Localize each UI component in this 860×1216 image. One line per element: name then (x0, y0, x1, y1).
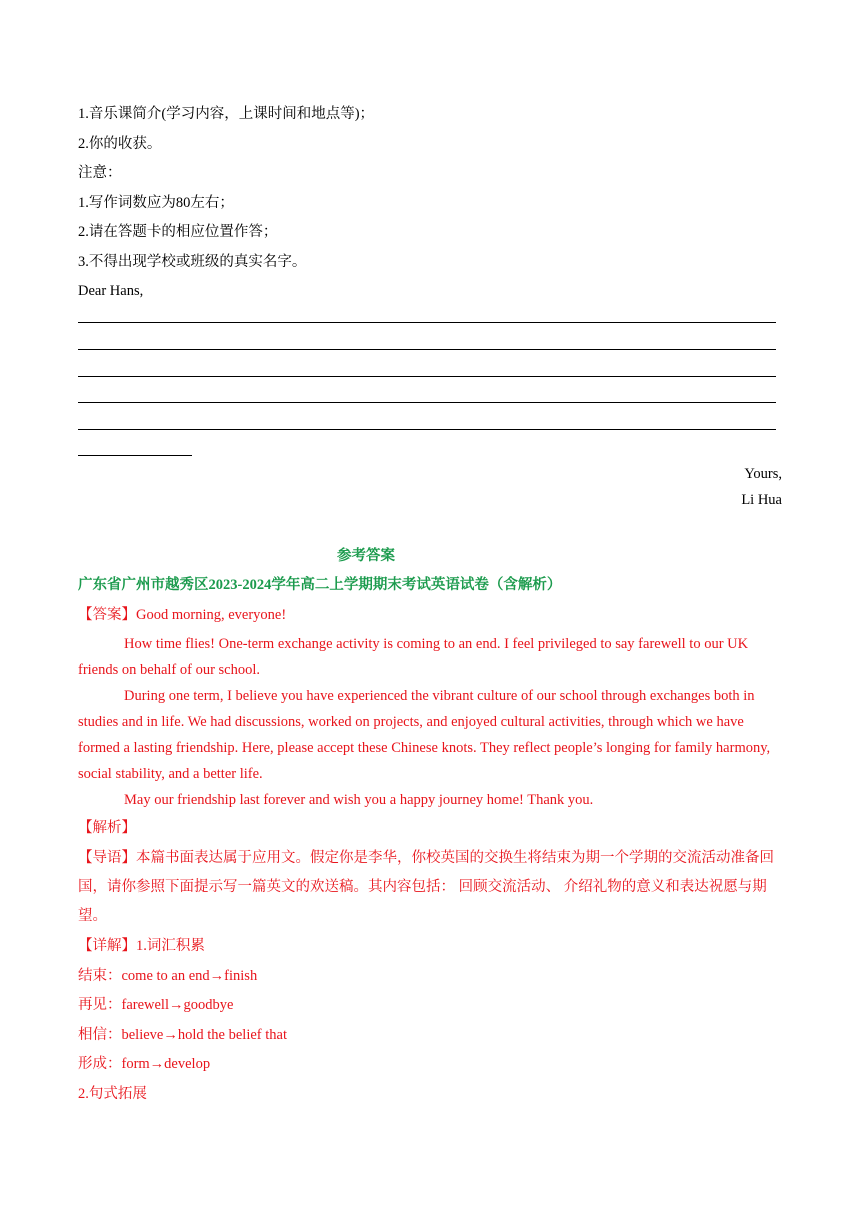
note-2: 2.请在答题卡的相应位置作答； (78, 224, 278, 240)
answer-greeting: Good morning, everyone! (136, 607, 287, 623)
guide-label: 【导语】 (78, 850, 136, 866)
note-3: 3.不得出现学校或班级的真实名字。 (78, 254, 307, 270)
detail-first: 1.词汇积累 (136, 938, 205, 954)
detail-line (78, 936, 205, 956)
section-2-heading: 2.句式拓展 (78, 1086, 147, 1102)
answer-line (78, 455, 192, 456)
vocab-item: 再见：farewell→goodbye (78, 997, 234, 1013)
point-2: 2.你的收获。 (78, 136, 162, 152)
detail-label: 【详解】 (78, 938, 136, 954)
answer-line (78, 376, 776, 377)
guide-paragraph (78, 844, 782, 931)
notes-title: 注意： (78, 165, 122, 181)
note-1: 1.写作词数应为80左右； (78, 195, 234, 211)
signature: Li Hua (741, 492, 782, 508)
answer-line (78, 429, 776, 430)
answer-heading: 参考答案 (337, 548, 395, 564)
answer-paragraph-1: How time flies! One-term exchange activity is coming to an end. I feel privileged to say farewell to our UK friends on behalf of our school. (78, 636, 749, 678)
closing: Yours, (744, 466, 782, 482)
answer-label: 【答案】 (78, 607, 136, 623)
guide-text: 本篇书面表达属于应用文。假定你是李华，你校英国的交换生将结束为期一个学期的交流活动准备回国，请你参照下面提示写一篇英文的欢送稿。其内容包括： 回顾交流活动、 介绍礼物的意义和表达祝愿与期望。 (78, 850, 774, 924)
vocab-item: 结束：come to an end→finish (78, 968, 258, 984)
answer-paragraph-3: May our friendship last forever and wish you a happy journey home! Thank you. (124, 792, 594, 808)
answer-line (78, 349, 776, 350)
answer-paragraph-2: During one term, I believe you have experienced the vibrant culture of our school through exchanges both in studies and in life. We had discussions, worked on projects, and enjoyed cultural activities, through which we have formed a lasting friendship. Here, please accept these Chinese knots. They reflect people’s longing for family harmony, social stability, and a better life. (78, 688, 771, 782)
answer-line-greeting (78, 605, 286, 625)
vocab-item: 相信：believe→hold the belief that (78, 1027, 287, 1043)
point-1: 1.音乐课简介(学习内容，上课时间和地点等)； (78, 106, 375, 122)
answer-line (78, 402, 776, 403)
salutation: Dear Hans, (78, 283, 144, 299)
analysis-label: 【解析】 (78, 820, 136, 836)
vocab-item: 形成：form→develop (78, 1056, 211, 1072)
exam-title: 广东省广州市越秀区2023-2024学年高二上学期期末考试英语试卷（含解析） (78, 577, 562, 593)
answer-line (78, 322, 776, 323)
